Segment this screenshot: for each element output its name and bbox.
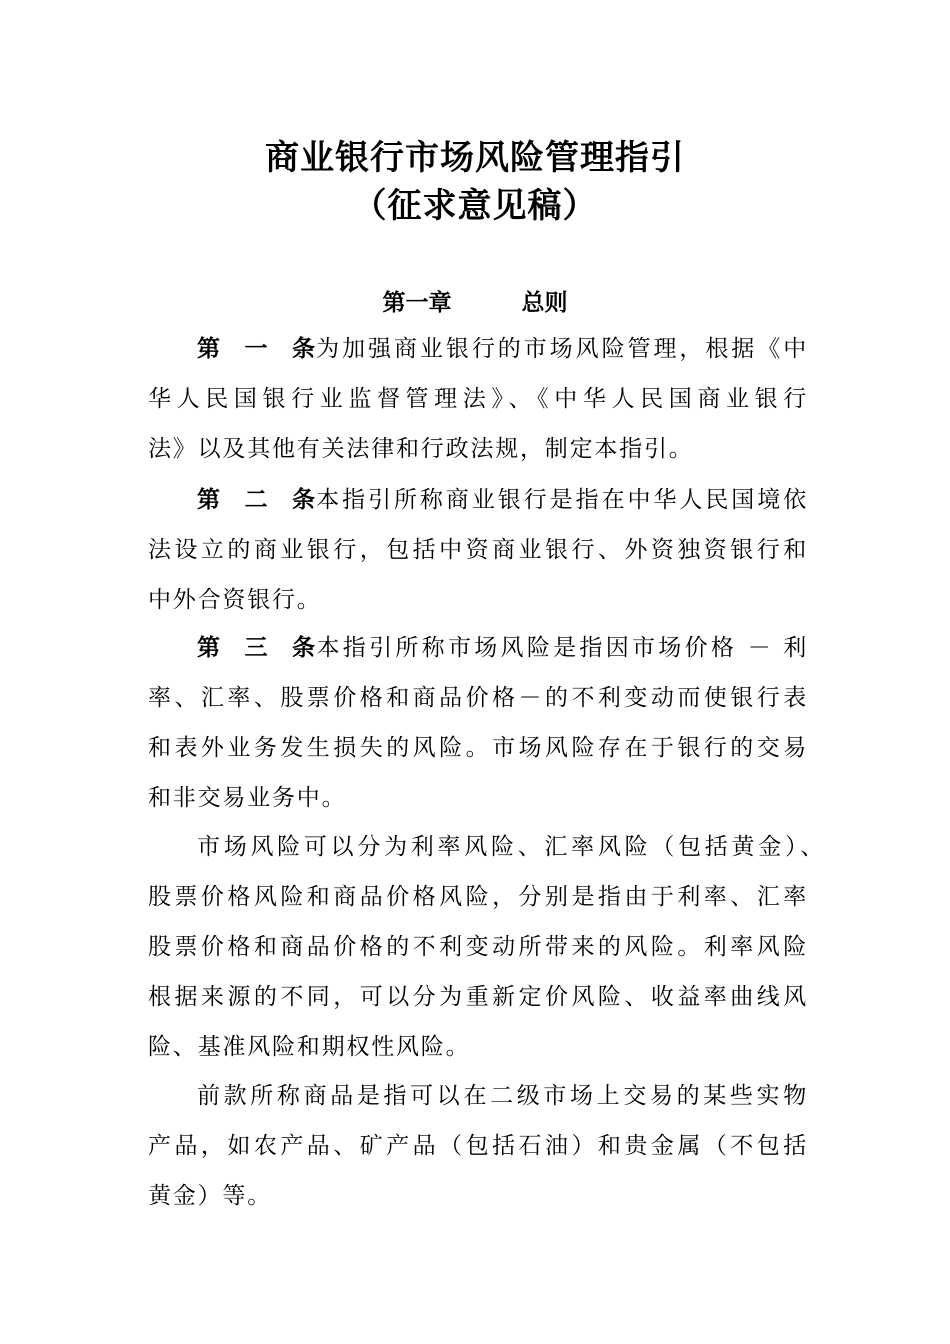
paragraph-1-line-1: 市场风险可以分为利率风险、汇率风险（包括黄金）、	[197, 834, 825, 860]
article-1-line-3: 法》以及其他有关法律和行政法规，制定本指引。	[148, 436, 694, 462]
article-1-line-1	[197, 334, 808, 364]
paragraph-1-line-2: 股票价格风险和商品价格风险，分别是指由于利率、汇率	[148, 884, 808, 910]
document-title: 商业银行市场风险管理指引	[265, 138, 685, 178]
article-3-text: 本指引所称市场风险是指因市场价格 － 利	[315, 635, 808, 661]
paragraph-1-line-3: 股票价格和商品价格的不利变动所带来的风险。利率风险	[148, 934, 808, 960]
article-2-heading: 第二条	[197, 487, 315, 513]
paragraph-2-line-2: 产品，如农产品、矿产品（包括石油）和贵金属（不包括	[148, 1133, 808, 1159]
article-2-line-1	[197, 485, 808, 515]
article-1-text: 为加强商业银行的市场风险管理，根据《中	[315, 336, 808, 362]
paragraph-1-line-4: 根据来源的不同，可以分为重新定价风险、收益率曲线风	[148, 984, 808, 1010]
paragraph-2-line-1: 前款所称商品是指可以在二级市场上交易的某些实物	[197, 1083, 808, 1109]
paragraph-2-line-3: 黄金）等。	[148, 1183, 272, 1209]
article-1-line-2: 华人民国银行业监督管理法》、《中华人民国商业银行	[148, 386, 808, 412]
chapter-name: 总则	[521, 290, 568, 316]
paragraph-1-line-5: 险、基准风险和期权性风险。	[148, 1034, 471, 1060]
article-3-heading: 第三条	[197, 635, 315, 661]
article-1-heading: 第一条	[197, 336, 315, 362]
article-3-line-4: 和非交易业务中。	[148, 785, 347, 811]
article-3-line-2: 率、汇率、股票价格和商品价格－的不利变动而使银行表	[148, 685, 808, 711]
chapter-number: 第一章	[382, 290, 452, 316]
article-3-line-1	[197, 633, 808, 663]
chapter-heading	[0, 284, 950, 317]
article-3-line-3: 和表外业务发生损失的风险。市场风险存在于银行的交易	[148, 735, 808, 761]
article-2-line-2: 法设立的商业银行，包括中资商业银行、外资独资银行和	[148, 537, 808, 563]
document-subtitle: （征求意见稿）	[352, 186, 598, 226]
article-2-text: 本指引所称商业银行是指在中华人民国境依	[315, 487, 808, 513]
article-2-line-3: 中外合资银行。	[148, 587, 322, 613]
